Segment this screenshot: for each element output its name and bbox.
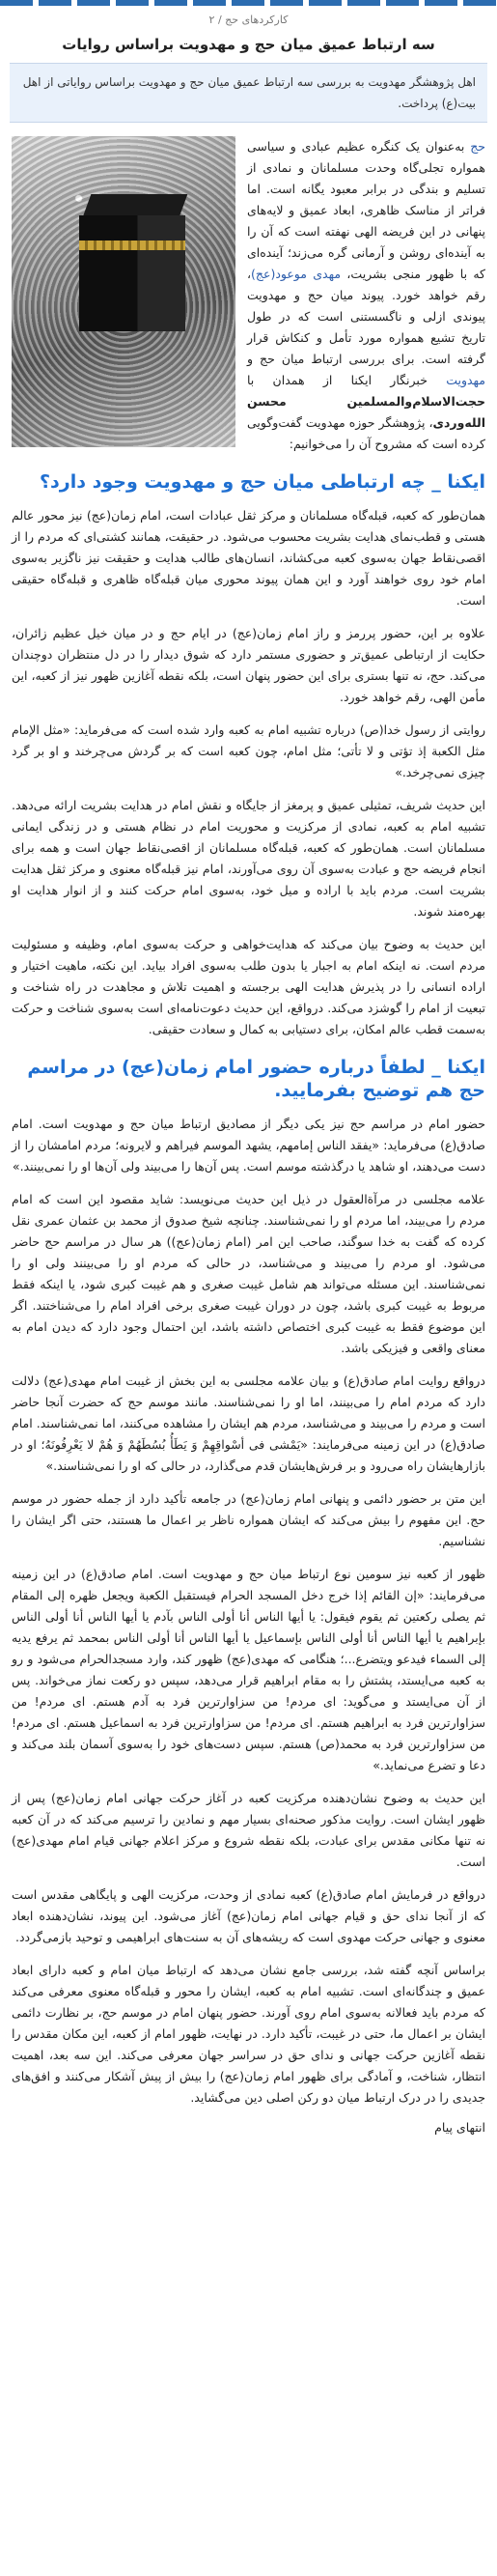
mahdi-link[interactable]: مهدی موعود(عج) — [251, 267, 342, 281]
answer-paragraph: این متن بر حضور دائمی و پنهانی امام زمان(عج) در جامعه تأکید دارد از جمله حضور در موسم حج. این مفهوم را بیش می‌کند که ایشان همواره ناظر بر اعمال ما هستند، حتی اگر ایشان را نشناسیم. — [12, 1491, 485, 1548]
article-summary: اهل پژوهشگر مهدویت به بررسی سه ارتباط عمیق میان حج و مهدویت براساس روایاتی از اهل بیت(ع) پرداخت. — [10, 63, 487, 123]
question-heading-2: ایکنا _ لطفاً درباره حضور امام زمان(عج) در مراسم حج هم توضیح بفرمایید. — [27, 1057, 485, 1101]
intro-text-3: خبرنگار ایکنا از همدان با — [247, 373, 447, 387]
answer-paragraph: درواقع روایت امام صادق(ع) و بیان علامه مجلسی به این بخش از غیبت امام مهدی(عج) دلالت دارد که مردم امام را می‌بینند، اما او را نمی‌شناسند. مانند موسم حج که حضرت آنجا حاضر است و مردم را می‌بیند و می‌شناسد، مردم هم ایشان را مشاهده می‌کنند، اما نمی‌شناسند. امام صادق(ع) در این زمینه می‌فرمایند: «یَمْشی فی أسْواقِهِمْ وَ یَطَأُ بُسُطَهُمْ وَ هُمْ لا یَعْرِفُونَهُ؛ او در بازارهایشان راه می‌رود و بر فرش‌هایشان قدم می‌گذارد، در حالی که او را نمی‌شناسند.» — [12, 1373, 485, 1473]
kaaba-gold-band-graphic — [79, 241, 185, 250]
answer-paragraph: روایتی از رسول خدا(ص) درباره تشبیه امام به کعبه وارد شده است که می‌فرماید: «مثل الإمام مثل الکعبة إذ تؤتى و لا تأتی؛ مثل امام، چون کعبه است که بر گردش می‌چرخند و او بر گرد چیزی نمی‌چرخد.» — [12, 722, 485, 779]
interviewee-name: حجت‌الاسلام‌والمسلمین محسن الله‌وردی — [247, 394, 485, 430]
answer-paragraph: براساس آنچه گفته شد، بررسی جامع نشان می‌دهد که ارتباط میان امام و کعبه دارای ابعاد عمیق و چندگانه‌ای است. تشبیه امام به کعبه، ایشان را محور و قبله‌گاه معنوی معرفی می‌کند که مردم باید فعالانه به‌سوی امام روی آورند. حضور پنهان امام در موسم حج، بر نظارت دائمی ایشان بر اعمال ما، حتی در غیبت، تأکید دارد. در نهایت، ظهور امام از کعبه، این مکان مقدس را نقطه آغازین حرکت جهانی و ندای حق در سراسر جهان معرفی می‌کند. این سه بعد، اهمیت انتظار، شناخت، و آمادگی برای ظهور امام زمان(عج) را بیش از پیش آشکار می‌کنند و افق‌های جدیدی را در درک ارتباط میان دو رکن اصلی دین می‌گشاید. — [12, 1963, 485, 2105]
answer-paragraph: همان‌طور که کعبه، قبله‌گاه مسلمانان و مرکز ثقل عبادات است، امام زمان(عج) نیز محور عالم هستی و قطب‌نمای هدایت بشریت محسوب می‌شود. در حقیقت، همانند کشتی‌ای که مردم را از اقصی‌نقاط جهان به‌سوی کعبه می‌کشاند، انسان‌های طالب هدایت و حقیقت نیز ناگزیر به‌سوی امام خود روی خواهند آورد و این همان پیوند محوری میان قبله‌گاه ظاهری و قبله‌گاه حقیقی است. — [12, 508, 485, 608]
intro-text-1: به‌عنوان یک کنگره عظیم عبادی و سیاسی همواره تجلی‌گاه وحدت مسلمانان و نمادی از تسلیم و بندگی در برابر معبود یگانه است. اما فراتر از مناسک ظاهری، ابعاد عمیق و لایه‌های پنهانی در این فریضه الهی نهفته است که آن را به آینده‌ای روشن و آرمانی گره می‌زند؛ آینده‌ای که با ظهور منجی بشریت، — [247, 139, 485, 281]
hero-image — [12, 136, 235, 447]
answer-paragraph: حضور امام در مراسم حج نیز یکی دیگر از مصادیق ارتباط میان حج و مهدویت است. امام صادق(ع) می‌فرماید: «یفقد الناس إمامهم، یشهد الموسم فیراهم و لایرونه؛ مردم امامشان را از دست می‌دهند، او شاهد یا درگذشته موسم است. پس آن‌ها را می‌بیند ولی آن‌ها او را نمی‌بینند.» — [12, 1117, 485, 1174]
page-title: سه ارتباط عمیق میان حج و مهدویت براساس روایات — [62, 36, 435, 53]
answer-paragraph: علاوه بر این، حضور پررمز و راز امام زمان(عج) در ایام حج و در میان خیل عظیم زائران، حکایت از ارتباطی عمیق‌تر و حضوری مستمر دارد که شوق دیدار را در دل منتظران دوچندان می‌کند. حج، نه تنها بستری برای این حضور پنهان است، بلکه نقطه آغازین ظهور نیز از کعبه، این مأمن الهی، رقم خواهد خورد. — [12, 626, 485, 704]
answer-paragraph: علامه مجلسی در مرآة‌العقول در ذیل این حدیث می‌نویسد: شاید مقصود این است که امام مردم را می‌بیند، اما مردم او را نمی‌شناسند. چنانچه شیخ صدوق از محمد بن عثمان عمری نقل کرده که گفت به خدا سوگند، صاحب این امر (امام زمان(عج)) هر سال در مراسم حج حاضر می‌شود. او مردم را می‌بیند و می‌شناسد، در حالی که مردم او را می‌بینند ولی او را نمی‌شناسند. این مسئله می‌تواند هم شامل غیبت صغری و هم غیبت کبری شود، یا اینکه فقط مربوط به غیبت کبری باشد، چون در دوران غیبت صغری برخی افراد امام را می‌شناختند. اگر این موضوع فقط به غیبت کبری اختصاص داشته باشد، این احتمال وجود دارد که دیدن امام به معنای واقعی و فیزیکی باشد. — [12, 1192, 485, 1355]
answer-paragraph: درواقع در فرمایش امام صادق(ع) کعبه نمادی از وحدت، مرکزیت الهی و پایگاهی مقدس است که از آنجا ندای حق و قیام جهانی امام زمان(عج) آغاز می‌شود. این پیوند، نشان‌دهنده ابعاد معنوی و جهانی حرکت مهدوی است که ریشه‌های آن به سنت‌های ابراهیمی و توحید بازمی‌گردد. — [12, 1887, 485, 1944]
answer-paragraph: این حدیث به وضوح نشان‌دهنده مرکزیت کعبه در آغاز حرکت جهانی امام زمان(عج) پس از ظهور ایشان است. روایت مذکور صحنه‌ای بسیار مهم و نمادین را ترسیم می‌کند که در آن کعبه نه تنها مکانی مقدس برای عبادت، بلکه نقطه شروع و مرکز اعلام جهانی قیام امام مهدی(عج) است. — [12, 1791, 485, 1869]
article-body — [0, 136, 497, 2144]
answer-paragraph: این حدیث شریف، تمثیلی عمیق و پرمغز از جایگاه و نقش امام در هدایت بشریت ارائه می‌دهد. تشبیه امام به کعبه، نمادی از مرکزیت و محوریت امام در نظام هستی و در زندگی ایمانی مسلمانان است. همان‌طور که کعبه، قبله‌گاه مسلمانان از اقصی‌نقاط جهان است و همه برای انجام فریضه حج و عبادت به‌سوی آن روی می‌آورند، امام نیز قبله‌گاه معنوی و مرکز ثقل هدایت بشریت است. مردم باید با اراده و میل خود، به‌سوی امام حرکت کنند و از انوار هدایت او بهره‌مند شوند. — [12, 798, 485, 919]
answer-paragraph: این حدیث به وضوح بیان می‌کند که هدایت‌خواهی و حرکت به‌سوی امام، وظیفه و مسئولیت مردم است. نه اینکه امام به اجبار یا بدون طلب به‌سوی افراد بیاید. این نکته، ماهیت اختیار و اراده انسانی را در پذیرش هدایت الهی برجسته و اهمیت تلاش و مجاهدت در راه شناخت و تبعیت از امام را گوشزد می‌کند. درواقع، این حدیث دعوت‌نامه‌ای است به‌سوی شناخت و حرکت به‌سمت قطب عالم امکان، برای دستیابی به کمال و سعادت حقیقی. — [12, 937, 485, 1036]
answer-paragraph: ظهور از کعبه نیز سومین نوع ارتباط میان حج و مهدویت است. امام صادق(ع) در این زمینه می‌فرمایند: «إن القائم إذا خرج دخل المسجد الحرام فیستقبل الکعبة ویجعل ظهره إلى المقام ثم یصلی رکعتین ثم یقوم فیقول: یا أیها الناس أنا أولى الناس بآدم یا أیها الناس أنا أولى الناس بإبراهیم یا أیها الناس أنا أولى الناس بإسماعیل یا أیها الناس أنا أولى الناس بمحمد ثم یرفع یدیه إلى السماء فیدعو ویتضرع...؛ هنگامی که مهدی(عج) ظهور کند، وارد مسجدالحرام می‌شود و رو به کعبه می‌ایستد، پشتش را به مقام ابراهیم قرار می‌دهد، سپس دو رکعت نماز می‌خواند. پس از آن می‌ایستد و می‌گوید: ای مردم! من سزاوارترین فرد به آدم هستم. ای مردم! من سزاوارترین فرد به ابراهیم هستم. ای مردم! من سزاوارترین فرد به اسماعیل هستم. ای مردم! من سزاوارترین فرد به محمد(ص) هستم. سپس دست‌های خود را به‌سوی آسمان بلند می‌کند و دعا و تضرع می‌نماید.» — [12, 1567, 485, 1772]
end-of-message-label: انتهای پیام — [434, 2120, 485, 2135]
intro-text-2: ، رقم خواهد خورد. پیوند میان حج و مهدویت پیوندی ازلی و ناگسستنی است که در طول تاریخ تشیع همواره مورد تأمل و کنکاش قرار گرفته است. برای بررسی ارتباط میان حج و — [247, 267, 485, 366]
mahdaviat-link[interactable]: مهدویت — [446, 373, 485, 387]
hajj-link[interactable]: حج — [470, 139, 485, 154]
question-heading-1: ایکنا _ چه ارتباطی میان حج و مهدویت وجود دارد؟ — [40, 471, 485, 493]
breadcrumb[interactable]: کارکردهای حج / ۲ — [208, 14, 289, 26]
kaaba-roof-graphic — [83, 194, 188, 217]
intro-text-4: ، پژوهشگر حوزه مهدویت گفت‌وگویی کرده است که مشروح آن را می‌خوانیم: — [247, 415, 485, 451]
